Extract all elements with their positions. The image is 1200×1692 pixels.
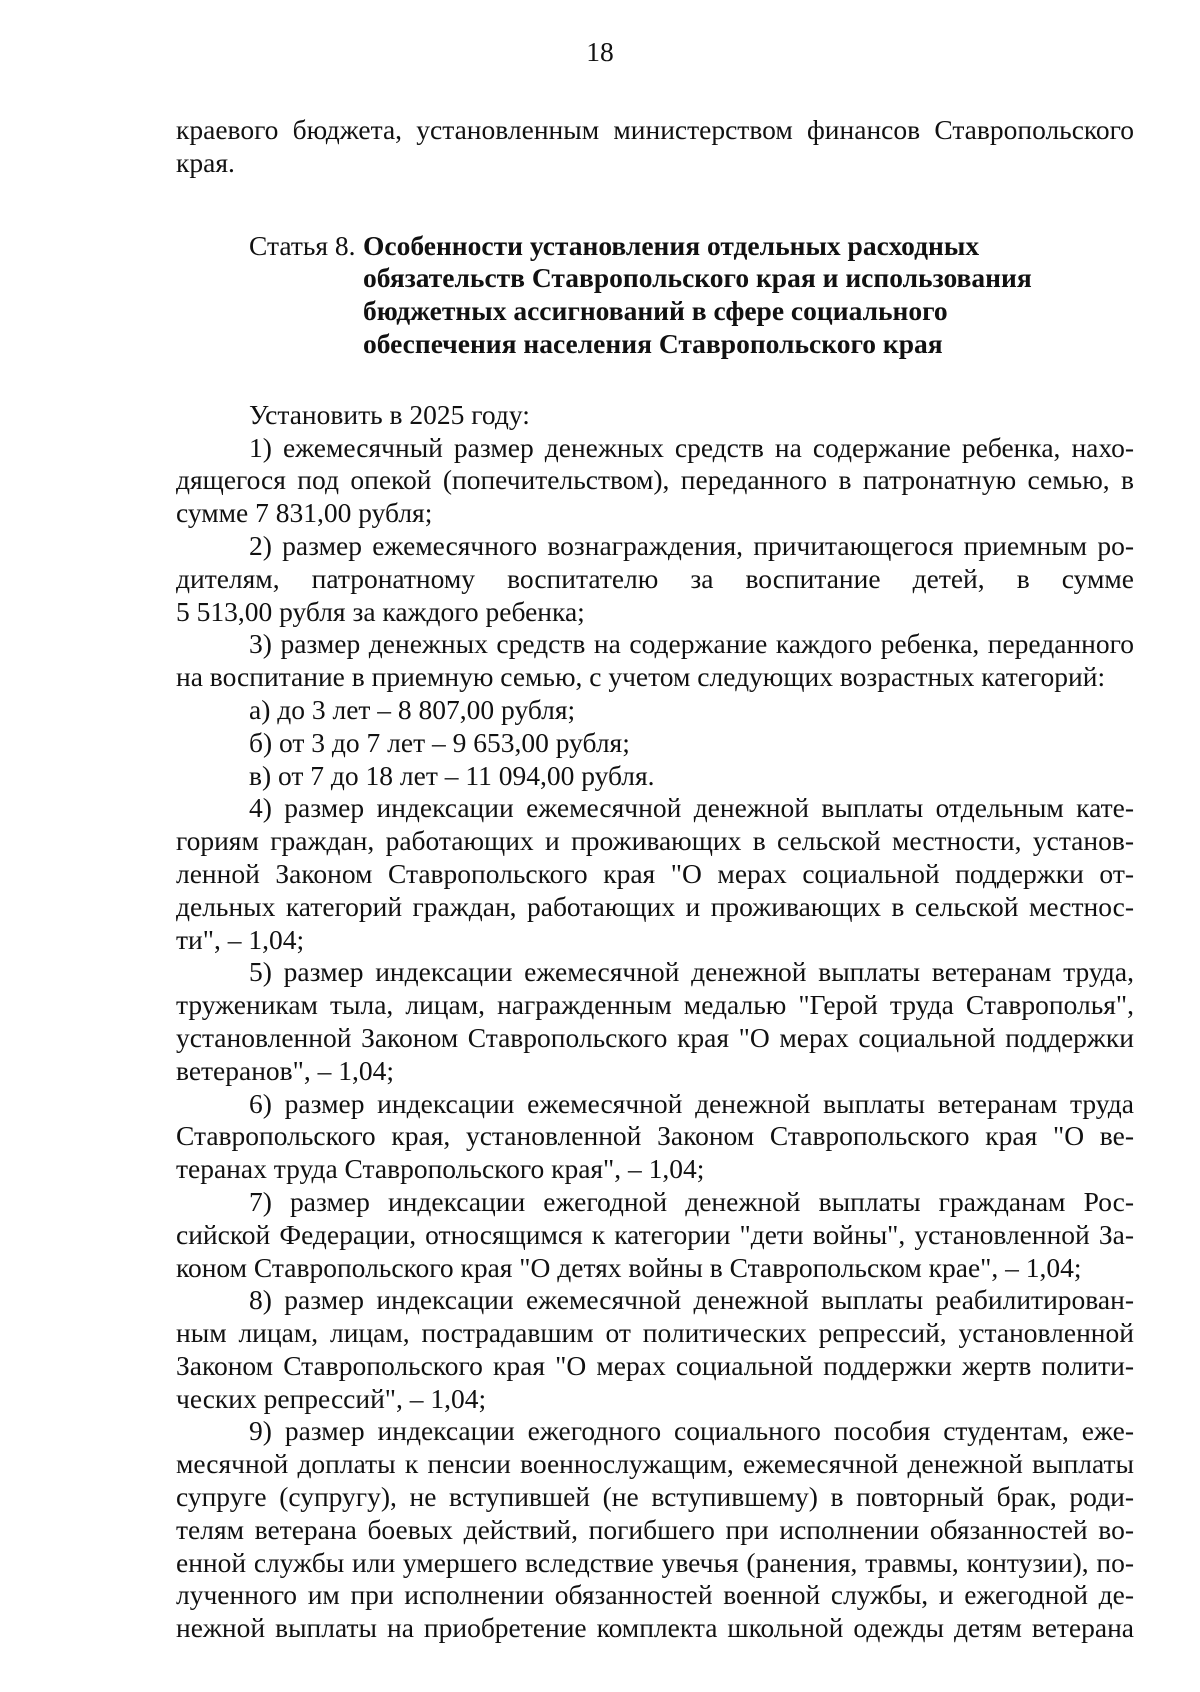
paragraph bbox=[176, 956, 1134, 1087]
paragraph-line: установленной Законом Ставропольского края "О мерах социальной поддержки bbox=[176, 1021, 1134, 1053]
paragraph-list bbox=[176, 432, 1134, 1645]
paragraph bbox=[176, 792, 1134, 956]
paragraph-line: 3) размер денежных средств на содержание каждого ребенка, переданного bbox=[249, 628, 1134, 660]
paragraph-line: в) от 7 до 18 лет – 11 094,00 рубля. bbox=[249, 759, 655, 791]
paragraph-line: ческих репрессий", – 1,04; bbox=[176, 1382, 487, 1414]
paragraph bbox=[176, 1415, 1134, 1645]
article-title-line: Особенности установления отдельных расходных bbox=[363, 229, 980, 261]
paragraph-line: Законом Ставропольского края "О мерах социальной поддержки жертв полити- bbox=[176, 1349, 1134, 1381]
paragraph-line: дельных категорий граждан, работающих и проживающих в сельской местнос- bbox=[176, 890, 1134, 922]
paragraph-line: супруге (супругу), не вступившей (не вступившему) в повторный брак, роди- bbox=[176, 1481, 1134, 1513]
paragraph-line: нежной выплаты на приобретение комплекта школьной одежды детям ветерана bbox=[176, 1612, 1134, 1644]
paragraph bbox=[176, 727, 1134, 760]
article-title-line: бюджетных ассигнований в сфере социального bbox=[363, 295, 948, 327]
paragraph-line: а) до 3 лет – 8 807,00 рубля; bbox=[249, 693, 576, 725]
paragraph-line: теранах труда Ставропольского края", – 1,04; bbox=[176, 1153, 705, 1185]
paragraph-line: на воспитание в приемную семью, с учетом следующих возрастных категорий: bbox=[176, 661, 1106, 693]
paragraph-line: месячной доплаты к пенсии военнослужащим, ежемесячной денежной выплаты bbox=[176, 1448, 1134, 1480]
paragraph-line: ленной Законом Ставропольского края "О мерах социальной поддержки от- bbox=[176, 857, 1134, 889]
paragraph-line: ти", – 1,04; bbox=[176, 923, 305, 955]
text-line: краевого бюджета, установленным министерством финансов Ставропольского bbox=[176, 114, 1134, 145]
page-number: 18 bbox=[586, 36, 614, 67]
paragraph-line: дителям, патронатному воспитателю за воспитание детей, в сумме bbox=[176, 562, 1134, 594]
paragraph bbox=[176, 1088, 1134, 1186]
paragraph-line: 2) размер ежемесячного вознаграждения, причитающегося приемным ро- bbox=[249, 529, 1134, 561]
paragraph-line: б) от 3 до 7 лет – 9 653,00 рубля; bbox=[249, 726, 630, 758]
paragraph-line: 1) ежемесячный размер денежных средств на содержание ребенка, нахо- bbox=[249, 431, 1134, 463]
paragraph-line: 4) размер индексации ежемесячной денежной выплаты отдельным кате- bbox=[249, 792, 1134, 824]
paragraph-line: гориям граждан, работающих и проживающих в сельской местности, установ- bbox=[176, 825, 1134, 857]
paragraph-line: енной службы или умершего вследствие увечья (ранения, травмы, контузии), по- bbox=[176, 1546, 1134, 1578]
paragraph-line: дящегося под опекой (попечительством), переданного в патронатную семью, в bbox=[176, 464, 1134, 496]
article-label: Статья 8. bbox=[249, 229, 356, 261]
paragraph bbox=[176, 760, 1134, 793]
paragraph-line: ветеранов", – 1,04; bbox=[176, 1054, 395, 1086]
paragraph-line: Ставропольского края, установленной Законом Ставропольского края "О ве- bbox=[176, 1120, 1134, 1152]
paragraph bbox=[176, 1186, 1134, 1284]
establish-line: Установить в 2025 году: bbox=[249, 398, 530, 430]
article-title bbox=[363, 230, 1083, 361]
text-line: края. bbox=[176, 146, 235, 178]
paragraph-line: сумме 7 831,00 рубля; bbox=[176, 497, 433, 529]
article-title-line: обязательств Ставропольского края и использования bbox=[363, 262, 1032, 294]
paragraph-line: 5 513,00 рубля за каждого ребенка; bbox=[176, 595, 585, 627]
paragraph-line: 5) размер индексации ежемесячной денежной выплаты ветеранам труда, bbox=[249, 956, 1134, 988]
paragraph-line: ным лицам, лицам, пострадавшим от политических репрессий, установленной bbox=[176, 1317, 1134, 1349]
article-title-line: обеспечения населения Ставропольского края bbox=[363, 327, 943, 359]
paragraph-line: 6) размер индексации ежемесячной денежной выплаты ветеранам труда bbox=[249, 1087, 1134, 1119]
paragraph-line: труженикам тыла, лицам, награжденным медалью "Герой труда Ставрополья", bbox=[176, 989, 1134, 1021]
paragraph-line: 7) размер индексации ежегодной денежной выплаты гражданам Рос- bbox=[249, 1185, 1134, 1217]
intro-text bbox=[176, 114, 1134, 180]
paragraph-line: телям ветерана боевых действий, погибшего при исполнении обязанностей во- bbox=[176, 1513, 1134, 1545]
paragraph-line: коном Ставропольского края "О детях войны в Ставропольском крае", – 1,04; bbox=[176, 1251, 1082, 1283]
paragraph-line: лученного им при исполнении обязанностей военной службы, и ежегодной де- bbox=[176, 1579, 1134, 1611]
spacer bbox=[176, 361, 1134, 399]
paragraph bbox=[176, 1284, 1134, 1415]
paragraph bbox=[176, 628, 1134, 694]
paragraph-line: 9) размер индексации ежегодного социального пособия студентам, еже- bbox=[249, 1415, 1134, 1447]
paragraph bbox=[176, 432, 1134, 530]
article-heading bbox=[176, 230, 1134, 361]
paragraph bbox=[176, 694, 1134, 727]
document-body bbox=[176, 114, 1134, 1645]
paragraph-line: сийской Федерации, относящимся к категории "дети войны", установленной За- bbox=[176, 1218, 1134, 1250]
paragraph-line: 8) размер индексации ежемесячной денежной выплаты реабилитирован- bbox=[249, 1284, 1134, 1316]
paragraph bbox=[176, 530, 1134, 628]
